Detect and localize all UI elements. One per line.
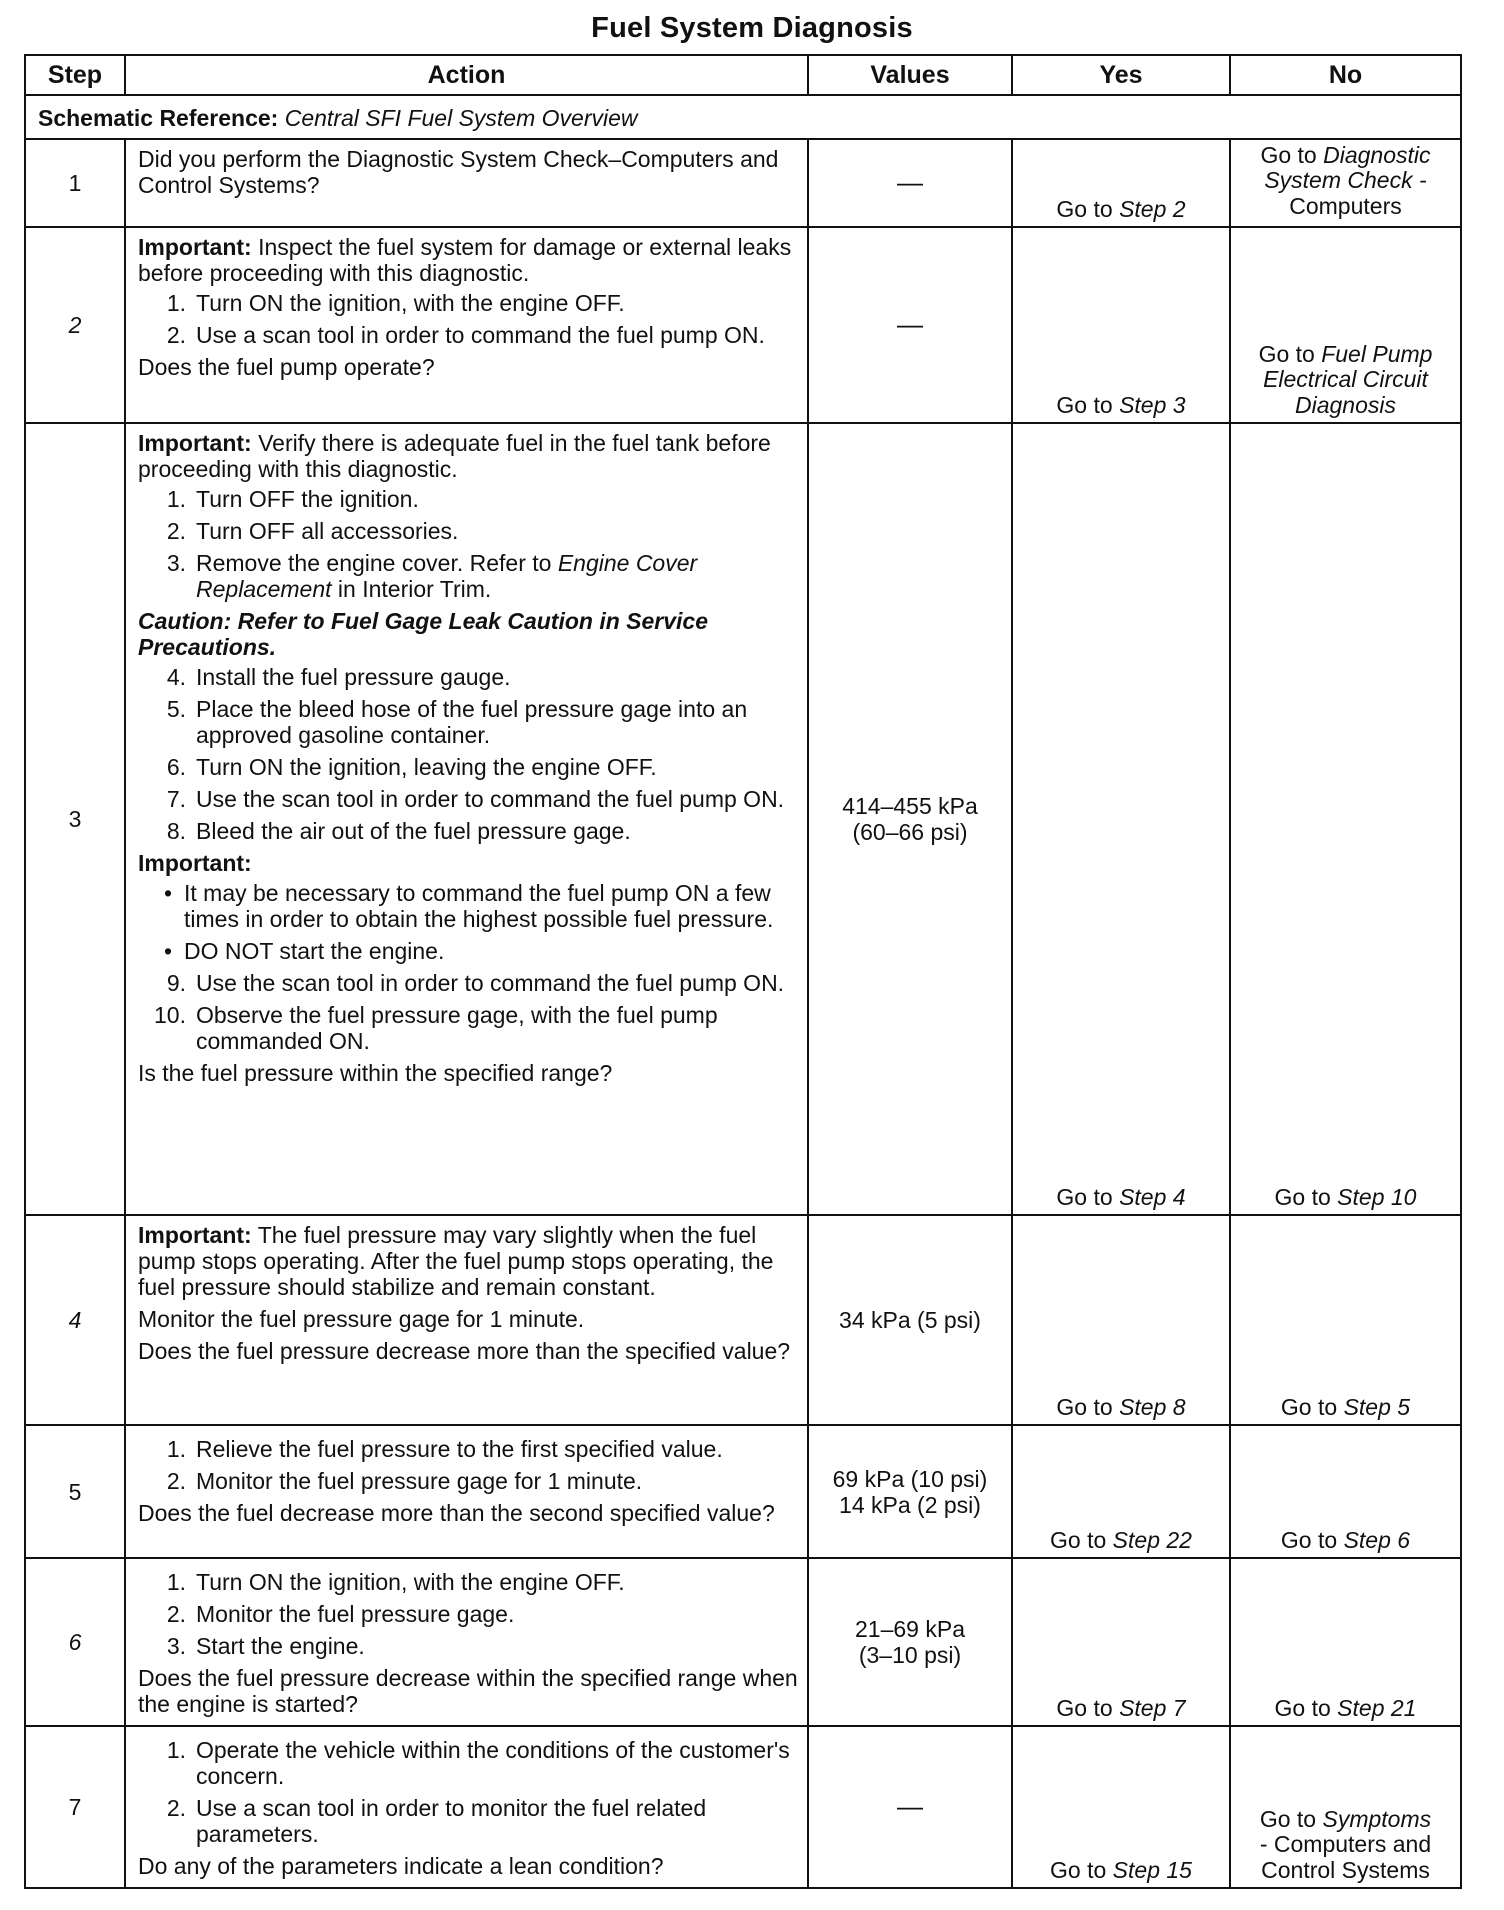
header-row (25, 55, 1461, 95)
important-note (138, 234, 799, 286)
doc-reference: Engine Cover Replacement (196, 549, 698, 602)
important-note: Important: (138, 849, 252, 876)
step-list (138, 664, 799, 844)
yes-target: Step 7 (1119, 1694, 1186, 1721)
step-no (1230, 1425, 1461, 1558)
value-line: 14 kPa (2 psi) (839, 1491, 981, 1518)
step-no (1230, 227, 1461, 423)
step-value (808, 1726, 1012, 1888)
value-dash: — (897, 1791, 923, 1822)
no-prefix: Go to (1259, 1805, 1317, 1832)
step-list (138, 486, 799, 602)
list-item: 5. Place the bleed hose of the fuel pressure gage into an approved gasoline container. (166, 695, 748, 748)
step-yes (1012, 1425, 1230, 1558)
reference-value: Central SFI Fuel System Overview (284, 105, 638, 131)
important-label: Important: (138, 234, 252, 260)
header-values: Values (808, 55, 1012, 95)
important-label: Important: (138, 1222, 252, 1248)
step-value (808, 227, 1012, 423)
step-row-4 (25, 1215, 1461, 1425)
step-value (808, 1558, 1012, 1726)
list-item: 4. Install the fuel pressure gauge. (166, 663, 511, 690)
no-prefix: Go to (1260, 142, 1317, 169)
page-title: Fuel System Diagnosis (591, 12, 913, 44)
step-row-5 (25, 1425, 1461, 1558)
list-item: 2. Turn OFF all accessories. (166, 517, 459, 544)
no-target: Step 21 (1337, 1694, 1417, 1721)
step-number: 2 (25, 227, 125, 423)
list-item: 8. Bleed the air out of the fuel pressure gage. (166, 817, 631, 844)
important-label: Important: (138, 430, 252, 456)
list-item: 3. Start the engine. (166, 1632, 365, 1659)
bullet-list (138, 880, 799, 964)
list-item: 1. Relieve the fuel pressure to the first specified value. (166, 1436, 723, 1462)
step-action (125, 1726, 808, 1888)
list-item: 1. Turn ON the ignition, with the engine OFF. (166, 1569, 625, 1595)
important-text: The fuel pressure may vary slightly when the fuel pump stops operating. After the fuel pump stops operating, the fuel pressure should stabilize and remain constant. (138, 1222, 774, 1300)
step-number: 3 (25, 423, 125, 1215)
step-row-2 (25, 227, 1461, 423)
value-line: 21–69 kPa (855, 1615, 965, 1642)
no-prefix: Go to (1280, 1526, 1338, 1553)
no-prefix: Go to (1274, 1694, 1331, 1721)
list-item: 10. Observe the fuel pressure gage, with the fuel pump commanded ON. (154, 1001, 718, 1054)
step-list (138, 1737, 799, 1847)
step-yes (1012, 139, 1230, 227)
step-action (125, 1558, 808, 1726)
list-item: 2. Use a scan tool in order to command the fuel pump ON. (166, 321, 765, 348)
step-list (138, 1436, 799, 1494)
step-row-6 (25, 1558, 1461, 1726)
list-item: 1. Operate the vehicle within the conditions of the customer's concern. (166, 1736, 790, 1789)
step-question: Does the fuel pump operate? (138, 353, 435, 380)
step-no (1230, 423, 1461, 1215)
yes-target: Step 8 (1119, 1394, 1186, 1421)
yes-prefix: Go to (1056, 196, 1113, 223)
step-question: Does the fuel pressure decrease more than the specified value? (138, 1337, 791, 1364)
step-no (1230, 1558, 1461, 1726)
yes-target: Step 4 (1119, 1184, 1186, 1211)
list-item: 2. Monitor the fuel pressure gage. (166, 1600, 515, 1627)
list-item: 2. Monitor the fuel pressure gage for 1 minute. (166, 1467, 643, 1494)
list-item: 2. Use a scan tool in order to monitor the fuel related parameters. (166, 1794, 707, 1847)
important-text: Inspect the fuel system for damage or external leaks before proceeding with this diagnostic. (138, 234, 792, 286)
value-line: 414–455 kPa (842, 793, 978, 820)
step-no (1230, 1726, 1461, 1888)
no-target: Step 6 (1343, 1526, 1411, 1553)
step-number: 5 (25, 1425, 125, 1558)
step-number: 7 (25, 1726, 125, 1888)
step-action (125, 1425, 808, 1558)
yes-target: Step 22 (1112, 1527, 1192, 1554)
list-item: 1. Turn OFF the ignition. (166, 485, 419, 512)
yes-target: Step 3 (1119, 392, 1186, 419)
step-list (138, 970, 799, 1054)
step-question: Do any of the parameters indicate a lean condition? (138, 1852, 664, 1879)
no-target: Step 10 (1337, 1183, 1417, 1210)
step-number: 1 (25, 139, 125, 227)
value-line: 69 kPa (10 psi) (832, 1465, 988, 1492)
important-text: Verify there is adequate fuel in the fuel tank before proceeding with this diagnostic. (138, 430, 771, 482)
step-value (808, 1425, 1012, 1558)
reference-label: Schematic Reference: (38, 105, 279, 131)
step-value (808, 139, 1012, 227)
header-no: No (1230, 55, 1461, 95)
step-list (138, 1569, 799, 1659)
list-item: 9. Use the scan tool in order to command the fuel pump ON. (166, 969, 785, 996)
diagnosis-table (24, 54, 1462, 1889)
no-target: Step 5 (1343, 1393, 1411, 1420)
step-no (1230, 1215, 1461, 1425)
step-yes (1012, 1558, 1230, 1726)
header-yes: Yes (1012, 55, 1230, 95)
step-value (808, 423, 1012, 1215)
important-note (138, 1222, 799, 1300)
schematic-reference-row (25, 95, 1461, 139)
list-item: 6. Turn ON the ignition, leaving the engine OFF. (166, 753, 657, 780)
header-action: Action (125, 55, 808, 95)
no-target: Fuel Pump Electrical Circuit Diagnosis (1263, 341, 1433, 418)
step-number: 4 (25, 1215, 125, 1425)
list-item: 3. Remove the engine cover. Refer to Engine Cover Replacement in Interior Trim. (166, 549, 698, 602)
step-action (125, 423, 808, 1215)
yes-prefix: Go to (1056, 392, 1113, 419)
step-question: Did you perform the Diagnostic System Check–Computers and Control Systems? (138, 146, 779, 198)
list-item: 7. Use the scan tool in order to command the fuel pump ON. (166, 785, 785, 812)
value-line: (60–66 psi) (852, 819, 968, 845)
yes-prefix: Go to (1056, 1184, 1113, 1211)
schematic-reference (25, 95, 1461, 139)
no-prefix: Go to (1274, 1183, 1331, 1210)
bullet-item: • DO NOT start the engine. (138, 938, 799, 964)
step-question: Does the fuel pressure decrease within the specified range when the engine is started? (138, 1664, 798, 1717)
step-question: Does the fuel decrease more than the second specified value? (138, 1499, 775, 1526)
yes-prefix: Go to (1050, 1856, 1107, 1883)
important-note (138, 430, 799, 482)
yes-target: Step 2 (1119, 196, 1186, 223)
step-row-3 (25, 423, 1461, 1215)
step-yes (1012, 423, 1230, 1215)
step-yes (1012, 227, 1230, 423)
step-row-1 (25, 139, 1461, 227)
list-item: 1. Turn ON the ignition, with the engine OFF. (166, 289, 625, 316)
step-row-7 (25, 1726, 1461, 1888)
step-action (125, 139, 808, 227)
yes-prefix: Go to (1050, 1527, 1107, 1554)
caution-note: Caution: Refer to Fuel Gage Leak Caution in Service Precautions. (138, 607, 709, 660)
step-yes (1012, 1726, 1230, 1888)
value-dash: — (897, 309, 923, 340)
instruction-line: Monitor the fuel pressure gage for 1 minute. (138, 1305, 585, 1332)
step-list (138, 290, 799, 348)
step-yes (1012, 1215, 1230, 1425)
no-suffix: Computers (1289, 192, 1402, 219)
no-target: Diagnostic System Check - (1264, 142, 1431, 194)
value-line: (3–10 psi) (858, 1641, 962, 1668)
step-no (1230, 139, 1461, 227)
step-number: 6 (25, 1558, 125, 1726)
step-value: 34 kPa (5 psi) (808, 1215, 1012, 1425)
no-suffix: - Computers and Control Systems (1259, 1831, 1432, 1883)
no-target: Symptoms (1322, 1805, 1432, 1832)
yes-prefix: Go to (1056, 1394, 1113, 1421)
header-step: Step (25, 55, 125, 95)
no-prefix: Go to (1280, 1393, 1338, 1420)
no-prefix: Go to (1258, 341, 1315, 368)
step-action (125, 1215, 808, 1425)
step-question: Is the fuel pressure within the specified range? (138, 1059, 613, 1086)
yes-target: Step 15 (1112, 1856, 1192, 1883)
step-action (125, 227, 808, 423)
yes-prefix: Go to (1056, 1694, 1113, 1721)
bullet-item: • It may be necessary to command the fuel pump ON a few times in order to obtain the highest possible fuel pressure. (138, 880, 799, 932)
value-dash: — (897, 167, 923, 198)
